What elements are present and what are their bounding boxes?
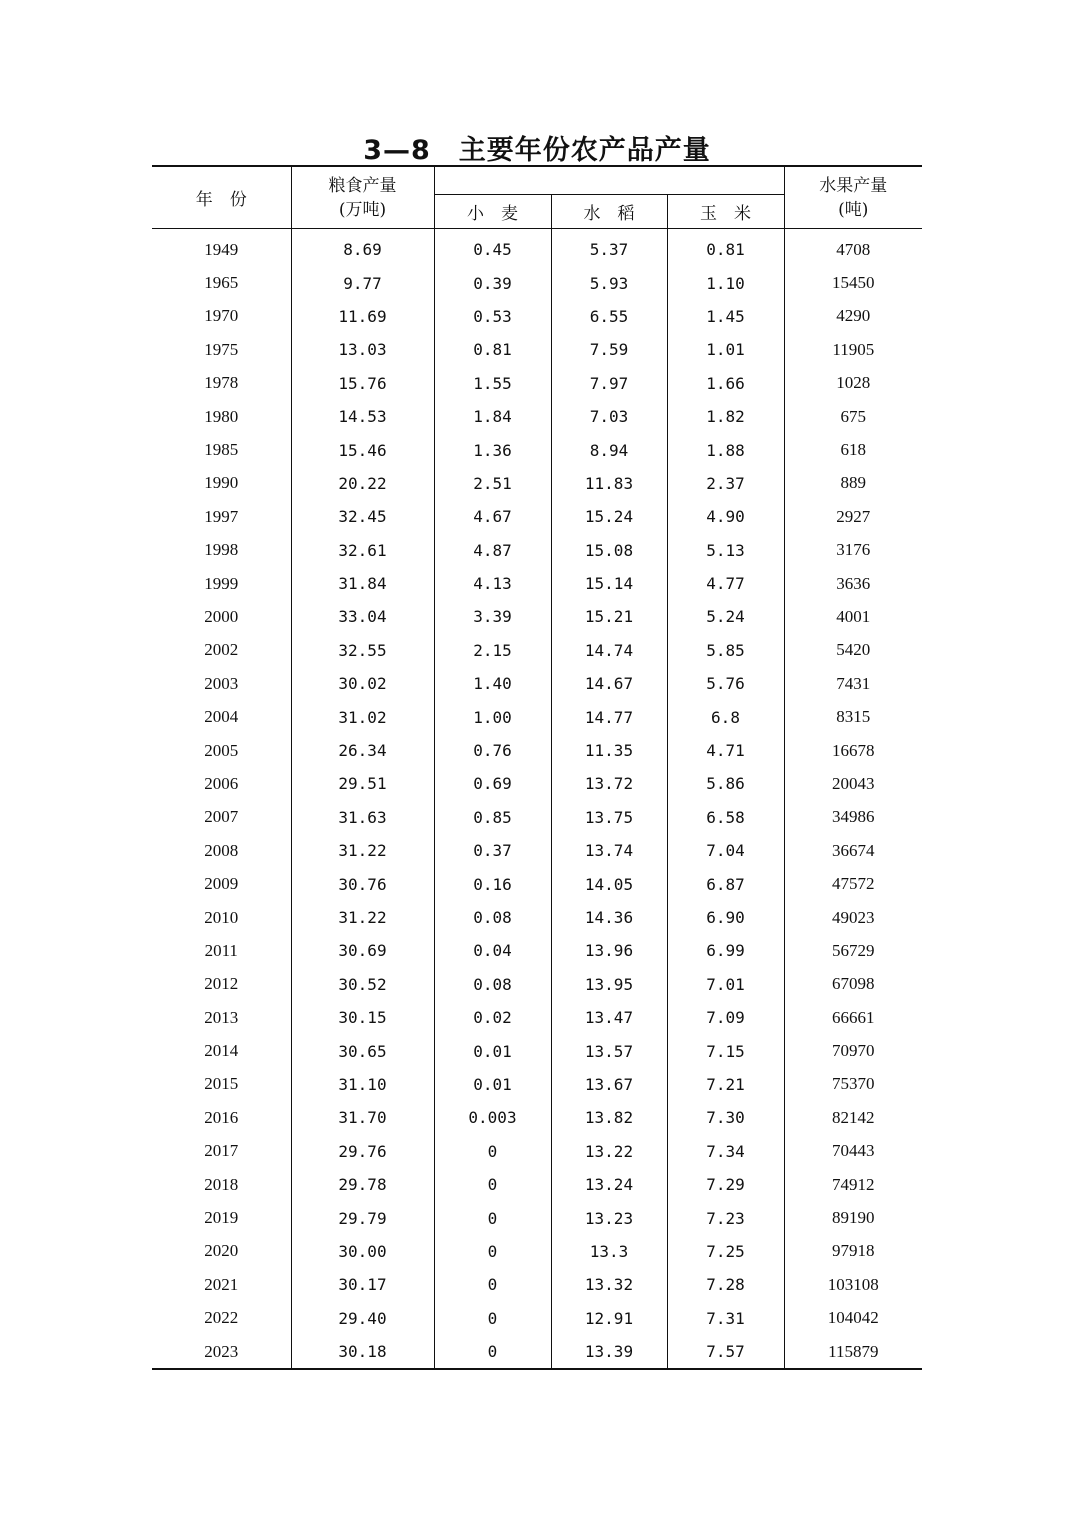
cell-rice: 13.67 xyxy=(551,1068,667,1101)
table-row xyxy=(152,1268,922,1301)
cell-rice: 7.59 xyxy=(551,333,667,366)
cell-corn: 0.81 xyxy=(667,229,784,267)
header-wheat xyxy=(434,195,551,229)
table-row xyxy=(152,901,922,934)
cell-rice: 15.14 xyxy=(551,567,667,600)
cell-grain: 8.69 xyxy=(291,229,434,267)
cell-fruit: 3176 xyxy=(784,534,922,567)
table-body xyxy=(152,229,922,1370)
cell-rice: 13.57 xyxy=(551,1034,667,1067)
cell-rice: 14.67 xyxy=(551,667,667,700)
cell-corn: 1.88 xyxy=(667,433,784,466)
header-year xyxy=(152,166,291,229)
cell-year: 2023 xyxy=(204,1341,239,1361)
cell-rice: 6.55 xyxy=(551,300,667,333)
cell-grain: 30.18 xyxy=(291,1335,434,1369)
cell-fruit: 20043 xyxy=(784,767,922,800)
cell-wheat: 0.16 xyxy=(434,867,551,900)
cell-wheat: 0.01 xyxy=(434,1034,551,1067)
cell-year: 1949 xyxy=(204,239,239,259)
cell-corn: 4.90 xyxy=(667,500,784,533)
cell-rice: 7.03 xyxy=(551,400,667,433)
cell-wheat: 0 xyxy=(434,1335,551,1369)
cell-grain: 26.34 xyxy=(291,734,434,767)
cell-corn: 6.58 xyxy=(667,801,784,834)
cell-wheat: 1.40 xyxy=(434,667,551,700)
cell-wheat: 0.39 xyxy=(434,266,551,299)
cell-wheat: 0.01 xyxy=(434,1068,551,1101)
table-row xyxy=(152,667,922,700)
cell-fruit: 70970 xyxy=(784,1034,922,1067)
cell-grain: 31.22 xyxy=(291,901,434,934)
cell-rice: 12.91 xyxy=(551,1302,667,1335)
cell-wheat: 3.39 xyxy=(434,600,551,633)
table-row xyxy=(152,801,922,834)
cell-grain: 30.02 xyxy=(291,667,434,700)
cell-grain: 31.10 xyxy=(291,1068,434,1101)
cell-year: 2006 xyxy=(204,773,239,793)
agri-output-table-container xyxy=(152,165,922,1370)
cell-grain: 29.78 xyxy=(291,1168,434,1201)
cell-year: 1999 xyxy=(204,573,239,593)
cell-wheat: 0.45 xyxy=(434,229,551,267)
cell-fruit: 82142 xyxy=(784,1101,922,1134)
table-row xyxy=(152,867,922,900)
table-row xyxy=(152,1135,922,1168)
cell-grain: 30.69 xyxy=(291,934,434,967)
cell-year: 1970 xyxy=(204,306,239,326)
table-row xyxy=(152,1034,922,1067)
cell-corn: 7.34 xyxy=(667,1135,784,1168)
cell-fruit: 67098 xyxy=(784,968,922,1001)
cell-rice: 13.82 xyxy=(551,1101,667,1134)
cell-grain: 32.45 xyxy=(291,500,434,533)
cell-wheat: 0.69 xyxy=(434,767,551,800)
table-row xyxy=(152,1168,922,1201)
cell-fruit: 11905 xyxy=(784,333,922,366)
cell-rice: 13.24 xyxy=(551,1168,667,1201)
cell-grain: 20.22 xyxy=(291,467,434,500)
cell-fruit: 75370 xyxy=(784,1068,922,1101)
cell-year: 1997 xyxy=(204,506,239,526)
cell-grain: 29.76 xyxy=(291,1135,434,1168)
cell-fruit: 2927 xyxy=(784,500,922,533)
cell-grain: 29.79 xyxy=(291,1201,434,1234)
cell-fruit: 66661 xyxy=(784,1001,922,1034)
cell-fruit: 47572 xyxy=(784,867,922,900)
cell-year: 2010 xyxy=(204,907,239,927)
cell-fruit: 97918 xyxy=(784,1235,922,1268)
cell-corn: 7.25 xyxy=(667,1235,784,1268)
cell-year: 2002 xyxy=(204,640,239,660)
cell-year: 2018 xyxy=(204,1174,239,1194)
cell-rice: 15.21 xyxy=(551,600,667,633)
cell-wheat: 1.55 xyxy=(434,367,551,400)
cell-wheat: 0.08 xyxy=(434,968,551,1001)
cell-corn: 5.86 xyxy=(667,767,784,800)
cell-fruit: 56729 xyxy=(784,934,922,967)
cell-year: 1985 xyxy=(204,440,239,460)
cell-fruit: 3636 xyxy=(784,567,922,600)
cell-year: 2008 xyxy=(204,840,239,860)
table-row xyxy=(152,1068,922,1101)
cell-grain: 31.84 xyxy=(291,567,434,600)
cell-grain: 31.22 xyxy=(291,834,434,867)
cell-year: 1975 xyxy=(204,339,239,359)
cell-fruit: 1028 xyxy=(784,367,922,400)
table-row xyxy=(152,500,922,533)
cell-year: 2021 xyxy=(204,1274,239,1294)
cell-rice: 13.75 xyxy=(551,801,667,834)
table-row xyxy=(152,600,922,633)
cell-wheat: 4.67 xyxy=(434,500,551,533)
header-year-label: 年 份 xyxy=(195,190,247,210)
cell-grain: 15.46 xyxy=(291,433,434,466)
table-row xyxy=(152,333,922,366)
cell-wheat: 0.53 xyxy=(434,300,551,333)
cell-rice: 14.77 xyxy=(551,700,667,733)
header-corn-label: 玉 米 xyxy=(700,204,751,224)
table-row xyxy=(152,834,922,867)
cell-corn: 1.01 xyxy=(667,333,784,366)
cell-rice: 15.24 xyxy=(551,500,667,533)
cell-fruit: 104042 xyxy=(784,1302,922,1335)
header-fruit-label: 水果产量 xyxy=(819,175,888,196)
cell-year: 2020 xyxy=(204,1241,239,1261)
cell-grain: 11.69 xyxy=(291,300,434,333)
cell-rice: 8.94 xyxy=(551,433,667,466)
cell-corn: 7.01 xyxy=(667,968,784,1001)
cell-fruit: 74912 xyxy=(784,1168,922,1201)
cell-rice: 5.37 xyxy=(551,229,667,267)
cell-year: 2003 xyxy=(204,673,239,693)
cell-grain: 29.51 xyxy=(291,767,434,800)
cell-corn: 5.85 xyxy=(667,634,784,667)
cell-grain: 13.03 xyxy=(291,333,434,366)
cell-rice: 5.93 xyxy=(551,266,667,299)
cell-wheat: 0.003 xyxy=(434,1101,551,1134)
header-rice-label: 水 稻 xyxy=(583,204,635,224)
cell-wheat: 4.13 xyxy=(434,567,551,600)
cell-fruit: 49023 xyxy=(784,901,922,934)
cell-year: 2015 xyxy=(204,1074,239,1094)
cell-grain: 32.61 xyxy=(291,534,434,567)
cell-grain: 30.76 xyxy=(291,867,434,900)
cell-wheat: 2.15 xyxy=(434,634,551,667)
cell-fruit: 15450 xyxy=(784,266,922,299)
cell-wheat: 1.84 xyxy=(434,400,551,433)
cell-corn: 5.76 xyxy=(667,667,784,700)
header-grain-subgroup xyxy=(434,166,784,195)
table-row xyxy=(152,1001,922,1034)
cell-fruit: 5420 xyxy=(784,634,922,667)
cell-rice: 11.83 xyxy=(551,467,667,500)
cell-corn: 6.87 xyxy=(667,867,784,900)
cell-corn: 7.57 xyxy=(667,1335,784,1369)
cell-rice: 13.23 xyxy=(551,1201,667,1234)
cell-corn: 7.23 xyxy=(667,1201,784,1234)
cell-rice: 15.08 xyxy=(551,534,667,567)
cell-corn: 5.24 xyxy=(667,600,784,633)
cell-corn: 4.77 xyxy=(667,567,784,600)
cell-grain: 31.63 xyxy=(291,801,434,834)
cell-rice: 11.35 xyxy=(551,734,667,767)
table-header xyxy=(152,166,922,229)
cell-fruit: 8315 xyxy=(784,700,922,733)
cell-rice: 14.36 xyxy=(551,901,667,934)
cell-corn: 6.90 xyxy=(667,901,784,934)
cell-year: 2007 xyxy=(204,807,239,827)
cell-corn: 1.45 xyxy=(667,300,784,333)
table-row xyxy=(152,300,922,333)
cell-wheat: 0 xyxy=(434,1201,551,1234)
table-row xyxy=(152,634,922,667)
table-row xyxy=(152,767,922,800)
cell-corn: 5.13 xyxy=(667,534,784,567)
cell-year: 2019 xyxy=(204,1208,239,1228)
cell-fruit: 36674 xyxy=(784,834,922,867)
header-rice xyxy=(551,195,667,229)
cell-rice: 14.05 xyxy=(551,867,667,900)
cell-rice: 13.72 xyxy=(551,767,667,800)
agri-output-table xyxy=(152,165,922,1370)
cell-corn: 6.8 xyxy=(667,700,784,733)
cell-wheat: 0 xyxy=(434,1135,551,1168)
cell-corn: 4.71 xyxy=(667,734,784,767)
cell-wheat: 0 xyxy=(434,1302,551,1335)
cell-wheat: 0 xyxy=(434,1168,551,1201)
cell-corn: 7.29 xyxy=(667,1168,784,1201)
table-row xyxy=(152,467,922,500)
table-row xyxy=(152,1302,922,1335)
cell-year: 1978 xyxy=(204,373,239,393)
cell-corn: 7.04 xyxy=(667,834,784,867)
cell-grain: 30.65 xyxy=(291,1034,434,1067)
cell-rice: 13.47 xyxy=(551,1001,667,1034)
cell-fruit: 103108 xyxy=(784,1268,922,1301)
cell-wheat: 0.76 xyxy=(434,734,551,767)
cell-rice: 7.97 xyxy=(551,367,667,400)
cell-corn: 2.37 xyxy=(667,467,784,500)
cell-year: 1998 xyxy=(204,540,239,560)
cell-rice: 13.22 xyxy=(551,1135,667,1168)
cell-fruit: 89190 xyxy=(784,1201,922,1234)
header-corn xyxy=(667,195,784,229)
cell-wheat: 0.81 xyxy=(434,333,551,366)
table-row xyxy=(152,266,922,299)
table-row xyxy=(152,700,922,733)
header-grain-unit: (万吨) xyxy=(338,199,387,220)
cell-grain: 33.04 xyxy=(291,600,434,633)
cell-wheat: 1.36 xyxy=(434,433,551,466)
cell-rice: 13.96 xyxy=(551,934,667,967)
table-row xyxy=(152,534,922,567)
cell-year: 2012 xyxy=(204,974,239,994)
table-title: 3—8 主要年份农产品产量 xyxy=(363,135,711,166)
cell-corn: 1.82 xyxy=(667,400,784,433)
cell-grain: 32.55 xyxy=(291,634,434,667)
cell-wheat: 2.51 xyxy=(434,467,551,500)
cell-corn: 1.66 xyxy=(667,367,784,400)
cell-grain: 14.53 xyxy=(291,400,434,433)
cell-rice: 13.74 xyxy=(551,834,667,867)
cell-corn: 7.21 xyxy=(667,1068,784,1101)
cell-grain: 30.15 xyxy=(291,1001,434,1034)
table-row xyxy=(152,567,922,600)
cell-wheat: 0.04 xyxy=(434,934,551,967)
cell-fruit: 4290 xyxy=(784,300,922,333)
cell-wheat: 0.85 xyxy=(434,801,551,834)
cell-fruit: 618 xyxy=(784,433,922,466)
table-row xyxy=(152,968,922,1001)
cell-wheat: 1.00 xyxy=(434,700,551,733)
cell-year: 1990 xyxy=(204,473,239,493)
table-row xyxy=(152,367,922,400)
header-fruit xyxy=(784,166,922,229)
header-grain-label: 粮食产量 xyxy=(328,175,397,196)
table-row xyxy=(152,1235,922,1268)
table-row xyxy=(152,433,922,466)
cell-wheat: 4.87 xyxy=(434,534,551,567)
cell-corn: 7.31 xyxy=(667,1302,784,1335)
cell-rice: 13.95 xyxy=(551,968,667,1001)
cell-corn: 7.30 xyxy=(667,1101,784,1134)
cell-grain: 29.40 xyxy=(291,1302,434,1335)
cell-wheat: 0.37 xyxy=(434,834,551,867)
cell-fruit: 70443 xyxy=(784,1135,922,1168)
cell-grain: 31.70 xyxy=(291,1101,434,1134)
cell-corn: 7.28 xyxy=(667,1268,784,1301)
cell-year: 2013 xyxy=(204,1007,239,1027)
cell-wheat: 0 xyxy=(434,1235,551,1268)
cell-grain: 30.52 xyxy=(291,968,434,1001)
cell-fruit: 16678 xyxy=(784,734,922,767)
table-row xyxy=(152,734,922,767)
cell-wheat: 0 xyxy=(434,1268,551,1301)
table-row xyxy=(152,1335,922,1369)
cell-corn: 1.10 xyxy=(667,266,784,299)
cell-corn: 7.15 xyxy=(667,1034,784,1067)
header-grain xyxy=(291,166,434,229)
cell-year: 1965 xyxy=(204,273,239,293)
cell-fruit: 115879 xyxy=(784,1335,922,1369)
cell-grain: 15.76 xyxy=(291,367,434,400)
cell-year: 2016 xyxy=(204,1107,239,1127)
cell-grain: 31.02 xyxy=(291,700,434,733)
cell-rice: 13.3 xyxy=(551,1235,667,1268)
cell-wheat: 0.08 xyxy=(434,901,551,934)
cell-year: 2011 xyxy=(204,940,238,960)
header-fruit-unit: (吨) xyxy=(838,199,869,220)
cell-wheat: 0.02 xyxy=(434,1001,551,1034)
header-wheat-label: 小 麦 xyxy=(467,204,518,224)
cell-rice: 13.39 xyxy=(551,1335,667,1369)
cell-year: 2022 xyxy=(204,1308,239,1328)
cell-year: 2017 xyxy=(204,1141,239,1161)
cell-year: 2014 xyxy=(204,1041,239,1061)
cell-fruit: 4001 xyxy=(784,600,922,633)
cell-corn: 6.99 xyxy=(667,934,784,967)
cell-grain: 9.77 xyxy=(291,266,434,299)
cell-corn: 7.09 xyxy=(667,1001,784,1034)
cell-year: 2004 xyxy=(204,707,239,727)
cell-year: 2005 xyxy=(204,740,239,760)
table-row xyxy=(152,400,922,433)
cell-year: 1980 xyxy=(204,406,239,426)
cell-grain: 30.00 xyxy=(291,1235,434,1268)
cell-rice: 13.32 xyxy=(551,1268,667,1301)
cell-fruit: 7431 xyxy=(784,667,922,700)
cell-fruit: 889 xyxy=(784,467,922,500)
table-row xyxy=(152,229,922,267)
table-row xyxy=(152,1101,922,1134)
cell-fruit: 675 xyxy=(784,400,922,433)
cell-year: 2000 xyxy=(204,606,239,626)
cell-fruit: 34986 xyxy=(784,801,922,834)
cell-rice: 14.74 xyxy=(551,634,667,667)
table-row xyxy=(152,1201,922,1234)
table-row xyxy=(152,934,922,967)
cell-grain: 30.17 xyxy=(291,1268,434,1301)
cell-fruit: 4708 xyxy=(784,229,922,267)
cell-year: 2009 xyxy=(204,874,239,894)
